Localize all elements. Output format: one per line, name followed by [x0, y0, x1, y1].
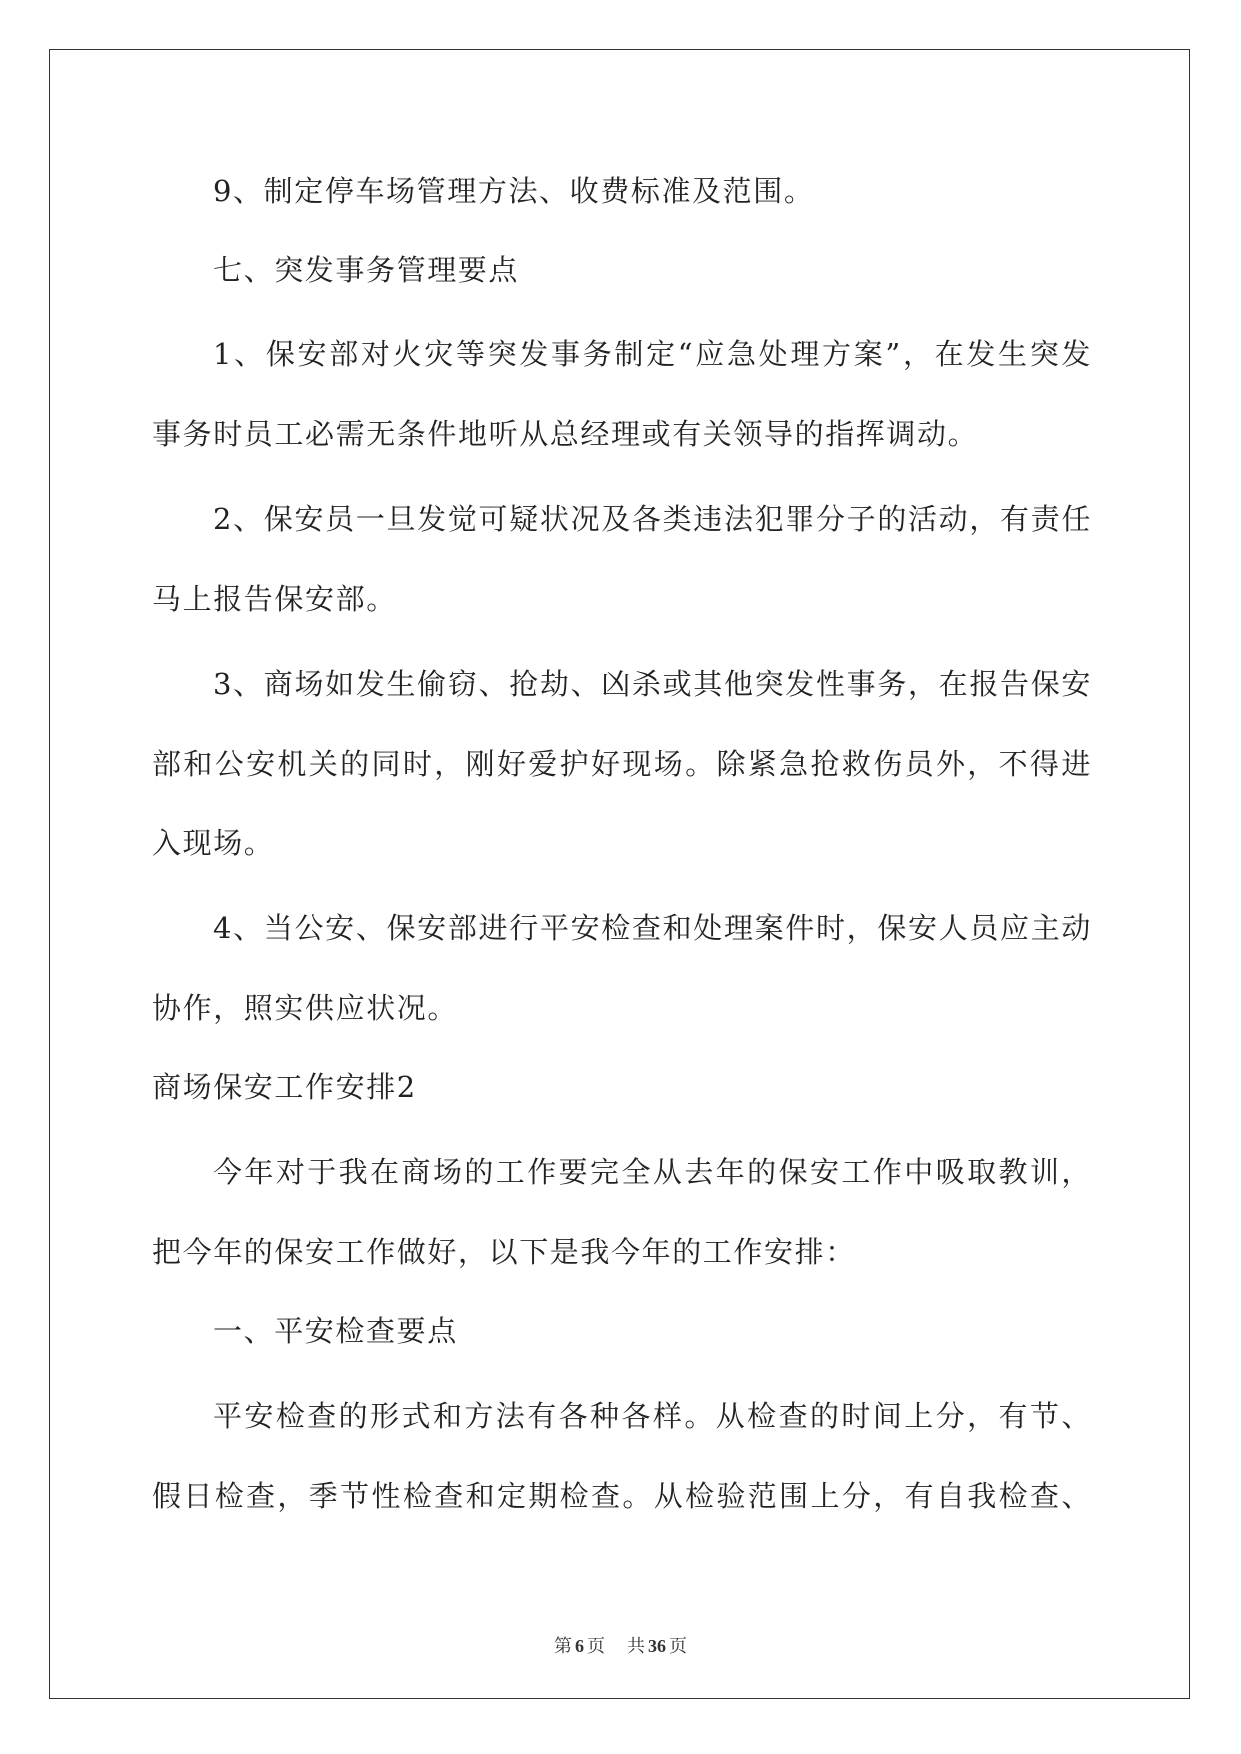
paragraph-line: 把今年的保安工作做好，以下是我今年的工作安排： — [152, 1235, 856, 1269]
paragraph-line: 协作，照实供应状况。 — [152, 991, 459, 1025]
paragraph-line: 3、商场如发生偷窃、抢劫、凶杀或其他突发性事务，在报告保安 — [213, 667, 1092, 701]
page-number: 6 — [575, 1636, 584, 1656]
document-heading: 商场保安工作安排2 — [152, 1070, 417, 1104]
paragraph-line: 4、当公安、保安部进行平安检查和处理案件时，保安人员应主动 — [213, 911, 1092, 945]
paragraph-line: 马上报告保安部。 — [152, 582, 397, 616]
total-prefix: 共 — [627, 1636, 645, 1656]
page-footer — [0, 1632, 1241, 1658]
paragraph-line: 入现场。 — [152, 826, 275, 860]
paragraph-line: 假日检查，季节性检查和定期检查。从检验范围上分，有自我检查、 — [152, 1479, 1092, 1513]
page-prefix: 第 — [554, 1636, 572, 1656]
paragraph-line: 事务时员工必需无条件地听从总经理或有关领导的指挥调动。 — [152, 417, 979, 451]
section-heading: 一、平安检查要点 — [213, 1314, 458, 1348]
section-heading: 七、突发事务管理要点 — [213, 253, 520, 287]
paragraph-line: 1、保安部对火灾等突发事务制定“应急处理方案”，在发生突发 — [213, 337, 1092, 371]
total-suffix: 页 — [669, 1636, 687, 1656]
paragraph-line: 部和公安机关的同时，刚好爱护好现场。除紧急抢救伤员外，不得进 — [152, 747, 1092, 781]
paragraph-line: 平安检查的形式和方法有各种各样。从检查的时间上分，有节、 — [213, 1399, 1092, 1433]
paragraph-line: 今年对于我在商场的工作要完全从去年的保安工作中吸取教训， — [213, 1155, 1092, 1189]
total-pages: 36 — [648, 1636, 666, 1656]
page-suffix: 页 — [587, 1636, 605, 1656]
paragraph-line: 9、制定停车场管理方法、收费标准及范围。 — [213, 174, 815, 208]
paragraph-line: 2、保安员一旦发觉可疑状况及各类违法犯罪分子的活动，有责任 — [213, 502, 1092, 536]
page-border — [49, 49, 1190, 1699]
